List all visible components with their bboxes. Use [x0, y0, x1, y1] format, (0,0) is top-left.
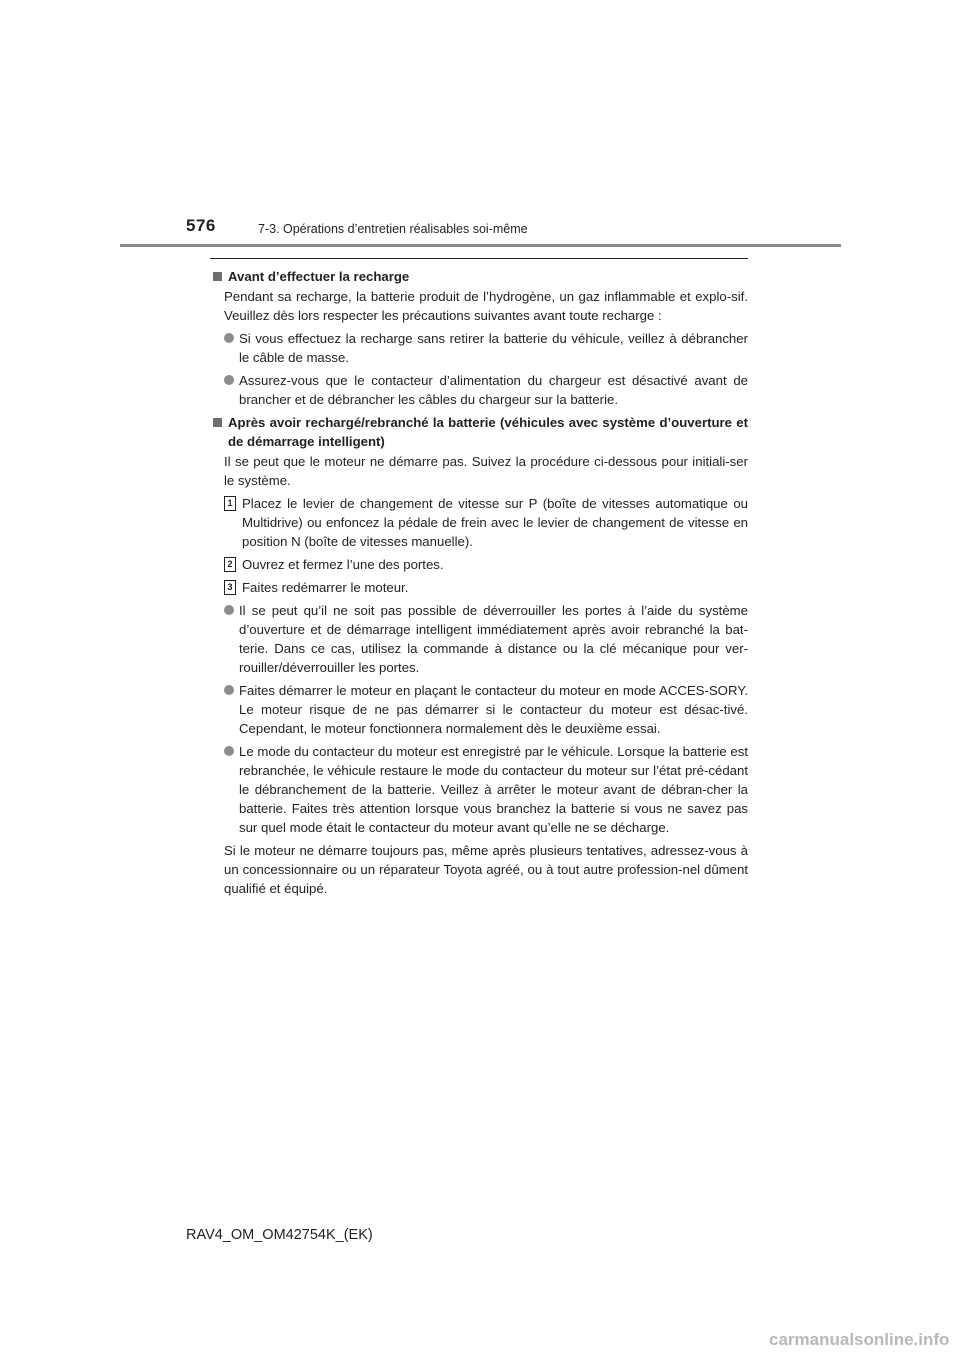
round-bullet-icon: [224, 375, 234, 385]
section-outro: Si le moteur ne démarre toujours pas, même après plusieurs tentatives, adressez-vous à un concessionnaire ou un réparateur Toyota agréé, ou à tout autre profession-nel dûment qualifié et équipé.: [224, 843, 748, 896]
section-heading: [210, 267, 748, 286]
content-body: [210, 258, 748, 898]
section-title: 7-3. Opérations d’entretien réalisables soi-même: [258, 222, 528, 236]
section-heading-text: Avant d’effectuer la recharge: [228, 269, 410, 284]
step-item: [210, 494, 748, 551]
list-item: [210, 371, 748, 409]
step-item: [210, 555, 748, 574]
list-item-text: Assurez-vous que le contacteur d’alimentation du chargeur est désactivé avant de brancher et de débrancher les câbles du chargeur sur la batterie.: [239, 373, 748, 407]
section-intro: Il se peut que le moteur ne démarre pas. Suivez la procédure ci-dessous pour initiali-ser le système.: [224, 454, 748, 488]
section-heading-text: Après avoir rechargé/rebranché la batterie (véhicules avec système d’ouverture et de démarrage intelligent): [228, 415, 748, 449]
list-item: [210, 329, 748, 367]
round-bullet-icon: [224, 605, 234, 615]
document-code: RAV4_OM_OM42754K_(EK): [186, 1227, 373, 1243]
list-item: [210, 742, 748, 837]
watermark: carmanualsonline.info: [769, 1330, 950, 1349]
list-item: [210, 681, 748, 738]
header-rule: [120, 244, 841, 247]
step-text: Ouvrez et fermez l’une des portes.: [242, 557, 444, 572]
step-number: 1: [224, 496, 236, 511]
square-bullet-icon: [213, 272, 222, 281]
round-bullet-icon: [224, 685, 234, 695]
list-item-text: Il se peut qu’il ne soit pas possible de déverrouiller les portes à l’aide du système d’ouverture et de démarrage intelligent immédiatement après avoir rebranché la bat-terie. Dans ce cas, utilisez la commande à distance ou la clé mécanique pour ver-rouiller/déverrouiller les portes.: [239, 603, 748, 675]
step-number: 2: [224, 557, 236, 572]
list-item-text: Faites démarrer le moteur en plaçant le contacteur du moteur en mode ACCES-SORY. Le moteur risque de ne pas démarrer si le contacteur du moteur est désac-tivé. Cependant, le moteur fonctionnera normalement dès le deuxième essai.: [239, 683, 748, 736]
list-item-text: Si vous effectuez la recharge sans retirer la batterie du véhicule, veillez à débrancher le câble de masse.: [239, 331, 748, 365]
step-text: Faites redémarrer le moteur.: [242, 580, 409, 595]
step-text: Placez le levier de changement de vitesse sur P (boîte de vitesses automatique ou Multidrive) ou enfoncez la pédale de frein avec le levier de changement de vitesse en position N (boîte de vitesses manuelle).: [242, 496, 748, 549]
section-intro: Pendant sa recharge, la batterie produit de l’hydrogène, un gaz inflammable et explo-sif. Veuillez dès lors respecter les précautions suivantes avant toute recharge :: [224, 289, 748, 323]
round-bullet-icon: [224, 746, 234, 756]
step-number: 3: [224, 580, 236, 595]
list-item: [210, 601, 748, 677]
list-item-text: Le mode du contacteur du moteur est enregistré par le véhicule. Lorsque la batterie est rebranchée, le véhicule restaure le mode du contacteur du moteur sur l’état pré-cédant le débranchement de la batterie. Veillez à arrêter le moteur avant de débran-cher la batterie. Faites très attention lorsque vous branchez la batterie si vous ne savez pas sur quel mode était le contacteur du moteur avant qu’elle ne se décharge.: [239, 744, 748, 835]
round-bullet-icon: [224, 333, 234, 343]
step-item: [210, 578, 748, 597]
page-number: 576: [186, 216, 216, 235]
section-heading: [210, 413, 748, 451]
square-bullet-icon: [213, 418, 222, 427]
